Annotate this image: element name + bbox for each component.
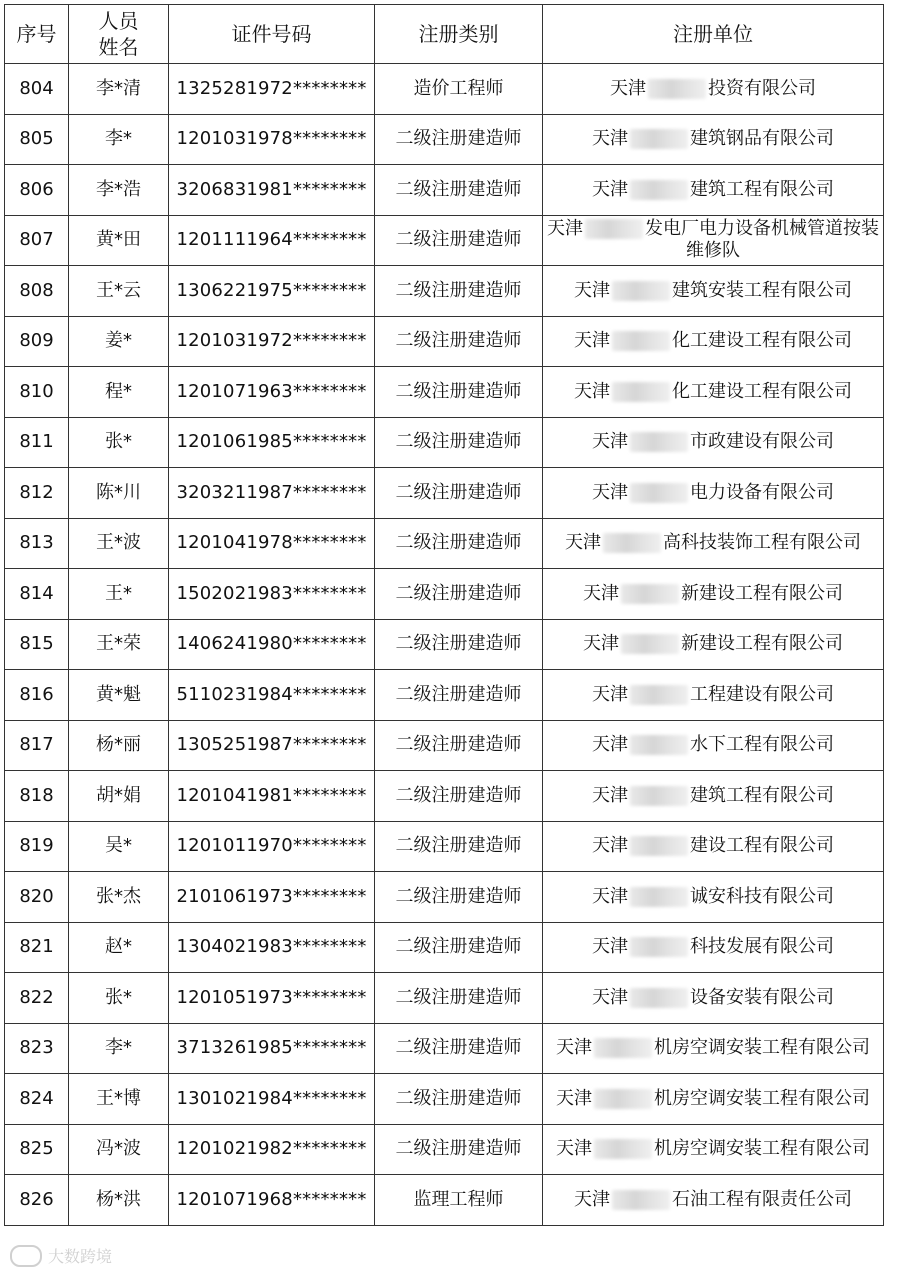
cell-registration-type: 二级注册建造师: [375, 771, 543, 822]
cell-person-name: 冯*波: [69, 1124, 169, 1175]
cell-id-number: 1201031978********: [169, 114, 375, 165]
cell-serial-no: 811: [5, 417, 69, 468]
cell-registration-unit: [543, 1175, 884, 1226]
watermark: [10, 1244, 112, 1267]
cell-registration-unit: [543, 417, 884, 468]
cell-registration-type: 二级注册建造师: [375, 872, 543, 923]
cell-id-number: 1201051973********: [169, 973, 375, 1024]
cell-registration-type: 二级注册建造师: [375, 367, 543, 418]
cell-id-number: 3206831981********: [169, 165, 375, 216]
unit-prefix: 天津: [583, 582, 619, 604]
cell-serial-no: 824: [5, 1074, 69, 1125]
cell-person-name: 陈*川: [69, 468, 169, 519]
cell-registration-type: 二级注册建造师: [375, 266, 543, 317]
table-row: [5, 872, 884, 923]
header-registration-type: 注册类别: [375, 5, 543, 64]
cell-serial-no: 818: [5, 771, 69, 822]
cell-id-number: 1201011970********: [169, 821, 375, 872]
cell-registration-type: 监理工程师: [375, 1175, 543, 1226]
table-row: [5, 821, 884, 872]
table-row: [5, 922, 884, 973]
header-registration-unit: 注册单位: [543, 5, 884, 64]
cell-registration-type: 二级注册建造师: [375, 821, 543, 872]
redaction-blur: [630, 432, 688, 452]
unit-suffix: 新建设工程有限公司: [681, 582, 843, 604]
unit-prefix: 天津: [547, 218, 583, 240]
cell-person-name: 杨*洪: [69, 1175, 169, 1226]
redaction-blur: [594, 1089, 652, 1109]
table-row: [5, 367, 884, 418]
redaction-blur: [630, 180, 688, 200]
redaction-blur: [630, 988, 688, 1008]
cell-id-number: 1301021984********: [169, 1074, 375, 1125]
cell-id-number: 1201041981********: [169, 771, 375, 822]
cell-registration-type: 二级注册建造师: [375, 215, 543, 266]
cell-serial-no: 826: [5, 1175, 69, 1226]
unit-suffix: 机房空调安装工程有限公司: [654, 1037, 870, 1059]
cell-registration-type: 二级注册建造师: [375, 468, 543, 519]
unit-prefix: 天津: [556, 1037, 592, 1059]
table-row: [5, 64, 884, 115]
table-row: [5, 720, 884, 771]
cell-registration-unit: [543, 316, 884, 367]
cell-serial-no: 822: [5, 973, 69, 1024]
unit-suffix: 投资有限公司: [708, 77, 816, 99]
table-row: [5, 468, 884, 519]
cell-registration-unit: [543, 1023, 884, 1074]
table-row: [5, 1124, 884, 1175]
cell-serial-no: 815: [5, 619, 69, 670]
cell-registration-unit: [543, 569, 884, 620]
redaction-blur: [630, 836, 688, 856]
cell-person-name: 张*杰: [69, 872, 169, 923]
unit-suffix: 化工建设工程有限公司: [672, 330, 852, 352]
unit-prefix: 天津: [592, 128, 628, 150]
redaction-blur: [603, 533, 661, 553]
unit-suffix: 机房空调安装工程有限公司: [654, 1138, 870, 1160]
unit-suffix: 建筑工程有限公司: [690, 178, 834, 200]
cell-person-name: 杨*丽: [69, 720, 169, 771]
cell-id-number: 1325281972********: [169, 64, 375, 115]
cell-registration-type: 二级注册建造师: [375, 417, 543, 468]
cell-registration-unit: [543, 872, 884, 923]
cell-person-name: 王*波: [69, 518, 169, 569]
cell-serial-no: 812: [5, 468, 69, 519]
cell-registration-unit: [543, 771, 884, 822]
cell-registration-type: 二级注册建造师: [375, 518, 543, 569]
cell-registration-unit: [543, 64, 884, 115]
table-row: [5, 1074, 884, 1125]
cell-serial-no: 813: [5, 518, 69, 569]
cell-person-name: 姜*: [69, 316, 169, 367]
redaction-blur: [630, 685, 688, 705]
cell-registration-unit: [543, 165, 884, 216]
cell-serial-no: 816: [5, 670, 69, 721]
unit-suffix: 发电厂电力设备机械管道按装维修队: [645, 218, 879, 262]
cell-serial-no: 804: [5, 64, 69, 115]
table-row: [5, 670, 884, 721]
table-row: [5, 266, 884, 317]
table-row: [5, 518, 884, 569]
cell-serial-no: 808: [5, 266, 69, 317]
unit-prefix: 天津: [592, 936, 628, 958]
unit-prefix: 天津: [574, 330, 610, 352]
cell-id-number: 2101061973********: [169, 872, 375, 923]
unit-prefix: 天津: [592, 683, 628, 705]
unit-prefix: 天津: [574, 380, 610, 402]
watermark-text: 大数跨境: [48, 1247, 113, 1266]
cell-person-name: 程*: [69, 367, 169, 418]
redaction-blur: [621, 584, 679, 604]
cell-id-number: 1201071963********: [169, 367, 375, 418]
redaction-blur: [630, 786, 688, 806]
cell-registration-unit: [543, 1124, 884, 1175]
cell-id-number: 1201061985********: [169, 417, 375, 468]
unit-prefix: 天津: [592, 835, 628, 857]
cell-registration-type: 二级注册建造师: [375, 316, 543, 367]
cell-registration-type: 二级注册建造师: [375, 569, 543, 620]
cell-registration-type: 二级注册建造师: [375, 922, 543, 973]
cell-person-name: 王*博: [69, 1074, 169, 1125]
unit-suffix: 建筑安装工程有限公司: [672, 279, 852, 301]
unit-prefix: 天津: [592, 986, 628, 1008]
cell-person-name: 李*: [69, 1023, 169, 1074]
cell-serial-no: 807: [5, 215, 69, 266]
unit-suffix: 石油工程有限责任公司: [672, 1188, 852, 1210]
cell-registration-unit: [543, 114, 884, 165]
unit-prefix: 天津: [592, 178, 628, 200]
redaction-blur: [612, 281, 670, 301]
cell-registration-type: 二级注册建造师: [375, 720, 543, 771]
header-serial-no: 序号: [5, 5, 69, 64]
watermark-logo-icon: [10, 1245, 42, 1267]
redaction-blur: [612, 331, 670, 351]
cell-id-number: 1304021983********: [169, 922, 375, 973]
table-row: [5, 215, 884, 266]
cell-id-number: 1306221975********: [169, 266, 375, 317]
redaction-blur: [612, 1190, 670, 1210]
unit-suffix: 诚安科技有限公司: [690, 885, 834, 907]
unit-suffix: 高科技装饰工程有限公司: [663, 532, 861, 554]
table-row: [5, 417, 884, 468]
table-header-row: [5, 5, 884, 64]
cell-registration-unit: [543, 215, 884, 266]
cell-serial-no: 823: [5, 1023, 69, 1074]
unit-prefix: 天津: [556, 1087, 592, 1109]
redaction-blur: [630, 735, 688, 755]
unit-prefix: 天津: [574, 279, 610, 301]
cell-serial-no: 805: [5, 114, 69, 165]
cell-id-number: 5110231984********: [169, 670, 375, 721]
cell-serial-no: 819: [5, 821, 69, 872]
cell-person-name: 赵*: [69, 922, 169, 973]
header-person-name: 人员 姓名: [69, 5, 169, 64]
table-row: [5, 1175, 884, 1226]
redaction-blur: [648, 79, 706, 99]
table-body: [5, 64, 884, 1226]
cell-person-name: 张*: [69, 973, 169, 1024]
cell-serial-no: 810: [5, 367, 69, 418]
cell-person-name: 李*: [69, 114, 169, 165]
redaction-blur: [585, 219, 643, 239]
cell-person-name: 李*浩: [69, 165, 169, 216]
unit-prefix: 天津: [574, 1188, 610, 1210]
unit-prefix: 天津: [592, 734, 628, 756]
cell-person-name: 胡*娟: [69, 771, 169, 822]
cell-registration-unit: [543, 821, 884, 872]
unit-prefix: 天津: [592, 431, 628, 453]
cell-serial-no: 806: [5, 165, 69, 216]
redaction-blur: [594, 1038, 652, 1058]
cell-registration-unit: [543, 367, 884, 418]
cell-id-number: 1201031972********: [169, 316, 375, 367]
cell-registration-type: 二级注册建造师: [375, 114, 543, 165]
cell-registration-type: 二级注册建造师: [375, 619, 543, 670]
cell-person-name: 张*: [69, 417, 169, 468]
redaction-blur: [630, 483, 688, 503]
unit-prefix: 天津: [565, 532, 601, 554]
cell-id-number: 3203211987********: [169, 468, 375, 519]
cell-registration-type: 二级注册建造师: [375, 1124, 543, 1175]
table-row: [5, 1023, 884, 1074]
table-row: [5, 165, 884, 216]
cell-id-number: 1502021983********: [169, 569, 375, 620]
cell-serial-no: 821: [5, 922, 69, 973]
table-row: [5, 771, 884, 822]
cell-serial-no: 825: [5, 1124, 69, 1175]
cell-person-name: 李*清: [69, 64, 169, 115]
cell-person-name: 黄*魁: [69, 670, 169, 721]
table-row: [5, 316, 884, 367]
cell-id-number: 1201041978********: [169, 518, 375, 569]
unit-prefix: 天津: [583, 633, 619, 655]
cell-registration-unit: [543, 1074, 884, 1125]
cell-person-name: 王*云: [69, 266, 169, 317]
cell-serial-no: 814: [5, 569, 69, 620]
cell-person-name: 王*: [69, 569, 169, 620]
unit-suffix: 建筑钢品有限公司: [690, 128, 834, 150]
unit-suffix: 新建设工程有限公司: [681, 633, 843, 655]
redaction-blur: [630, 937, 688, 957]
cell-registration-unit: [543, 670, 884, 721]
table-row: [5, 619, 884, 670]
cell-serial-no: 809: [5, 316, 69, 367]
redaction-blur: [630, 887, 688, 907]
redaction-blur: [612, 382, 670, 402]
redaction-blur: [621, 634, 679, 654]
cell-registration-type: 二级注册建造师: [375, 165, 543, 216]
cell-serial-no: 817: [5, 720, 69, 771]
cell-person-name: 王*荣: [69, 619, 169, 670]
cell-registration-type: 造价工程师: [375, 64, 543, 115]
cell-person-name: 吴*: [69, 821, 169, 872]
cell-registration-type: 二级注册建造师: [375, 1074, 543, 1125]
cell-id-number: 3713261985********: [169, 1023, 375, 1074]
cell-registration-unit: [543, 266, 884, 317]
cell-registration-type: 二级注册建造师: [375, 670, 543, 721]
cell-registration-unit: [543, 518, 884, 569]
unit-suffix: 水下工程有限公司: [690, 734, 834, 756]
unit-prefix: 天津: [592, 784, 628, 806]
cell-registration-unit: [543, 720, 884, 771]
unit-suffix: 电力设备有限公司: [690, 481, 834, 503]
cell-registration-unit: [543, 973, 884, 1024]
unit-suffix: 机房空调安装工程有限公司: [654, 1087, 870, 1109]
table-row: [5, 114, 884, 165]
redaction-blur: [630, 129, 688, 149]
cell-id-number: 1305251987********: [169, 720, 375, 771]
unit-suffix: 化工建设工程有限公司: [672, 380, 852, 402]
cell-registration-type: 二级注册建造师: [375, 1023, 543, 1074]
cell-id-number: 1201111964********: [169, 215, 375, 266]
redaction-blur: [594, 1139, 652, 1159]
cell-person-name: 黄*田: [69, 215, 169, 266]
unit-suffix: 工程建设有限公司: [690, 683, 834, 705]
cell-registration-unit: [543, 468, 884, 519]
unit-prefix: 天津: [592, 885, 628, 907]
cell-registration-type: 二级注册建造师: [375, 973, 543, 1024]
unit-suffix: 科技发展有限公司: [690, 936, 834, 958]
cell-id-number: 1406241980********: [169, 619, 375, 670]
unit-suffix: 市政建设有限公司: [690, 431, 834, 453]
cell-id-number: 1201021982********: [169, 1124, 375, 1175]
unit-prefix: 天津: [556, 1138, 592, 1160]
unit-prefix: 天津: [592, 481, 628, 503]
unit-suffix: 建筑工程有限公司: [690, 784, 834, 806]
cell-id-number: 1201071968********: [169, 1175, 375, 1226]
cell-serial-no: 820: [5, 872, 69, 923]
table-row: [5, 973, 884, 1024]
registration-table: [4, 4, 884, 1226]
unit-prefix: 天津: [610, 77, 646, 99]
cell-registration-unit: [543, 619, 884, 670]
cell-registration-unit: [543, 922, 884, 973]
unit-suffix: 设备安装有限公司: [690, 986, 834, 1008]
header-id-number: 证件号码: [169, 5, 375, 64]
unit-suffix: 建设工程有限公司: [690, 835, 834, 857]
table-row: [5, 569, 884, 620]
